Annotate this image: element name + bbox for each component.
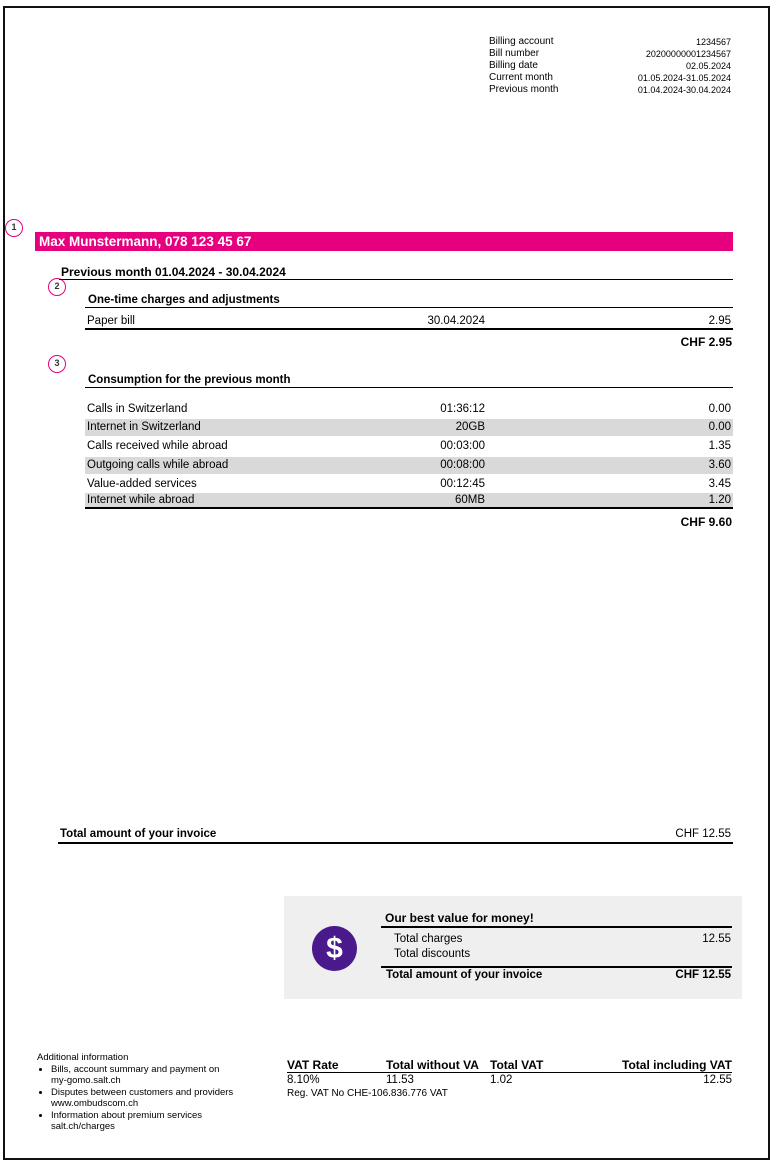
vat-total-value: 1.02 (490, 1074, 513, 1086)
list-item (51, 1064, 257, 1087)
row-label: Internet while abroad (87, 494, 195, 506)
divider (85, 328, 733, 330)
row-usage: 60MB (454, 494, 485, 506)
vat-header-row (287, 1058, 732, 1072)
row-usage: 20GB (455, 421, 485, 433)
table-row (85, 493, 733, 507)
table-row (85, 438, 733, 455)
vat-rate-header: VAT Rate (287, 1058, 339, 1072)
row-usage: 00:03:00 (440, 440, 485, 452)
info-link[interactable]: my-gomo.salt.ch (51, 1075, 121, 1086)
header-label: Bill number (489, 48, 540, 59)
info-link[interactable]: salt.ch/charges (51, 1121, 115, 1132)
onetime-total: CHF 2.95 (680, 335, 732, 349)
header-label: Billing date (489, 60, 538, 71)
vat-including-value: 12.55 (703, 1074, 732, 1086)
row-label: Value-added services (87, 478, 197, 490)
vat-including-header: Total including VAT (622, 1058, 732, 1072)
vat-total-header: Total VAT (490, 1058, 544, 1072)
row-amount: 2.95 (708, 315, 731, 327)
billing-date-row (489, 60, 731, 72)
row-usage: 01:36:12 (440, 403, 485, 415)
divider (287, 1072, 732, 1073)
divider (85, 307, 733, 308)
divider (58, 842, 733, 844)
header-label: Previous month (489, 84, 559, 95)
info-text: Bills, account summary and payment on (51, 1063, 220, 1075)
vat-without-header: Total without VA (386, 1058, 479, 1072)
total-discounts-label: Total discounts (394, 948, 471, 960)
row-label: Paper bill (87, 315, 135, 327)
header-value: 1234567 (695, 37, 731, 47)
header-label: Current month (489, 72, 553, 83)
consumption-title: Consumption for the previous month (88, 374, 291, 386)
box-total-value: CHF 12.55 (675, 969, 731, 981)
list-item (51, 1087, 257, 1110)
best-value-title: Our best value for money! (385, 911, 534, 925)
header-label: Billing account (489, 36, 554, 47)
vat-value-row (287, 1074, 732, 1088)
divider (381, 926, 732, 928)
marker-2: 2 (48, 278, 66, 296)
row-amount: 0.00 (708, 421, 731, 433)
consumption-total: CHF 9.60 (680, 515, 732, 529)
header-value: 01.05.2024-31.05.2024 (637, 73, 731, 83)
row-date: 30.04.2024 (427, 315, 485, 327)
previous-month-row (489, 84, 731, 96)
row-amount: 3.60 (708, 459, 731, 471)
invoice-total-label: Total amount of your invoice (60, 828, 217, 840)
additional-info (37, 1052, 257, 1133)
table-row (85, 457, 733, 474)
info-link[interactable]: www.ombudscom.ch (51, 1098, 139, 1109)
marker-1: 1 (5, 219, 23, 237)
table-row (85, 401, 733, 418)
divider (59, 279, 733, 280)
row-amount: 1.35 (708, 440, 731, 452)
vat-reg-number: Reg. VAT No CHE-106.836.776 VAT (287, 1088, 448, 1099)
header-value: 02.05.2024 (685, 61, 731, 71)
total-charges-label: Total charges (394, 933, 463, 945)
table-row (85, 419, 733, 436)
previous-month-title: Previous month 01.04.2024 - 30.04.2024 (61, 265, 286, 279)
box-total-label: Total amount of your invoice (386, 969, 543, 981)
row-label: Internet in Switzerland (87, 421, 201, 433)
info-text: Information about premium services (51, 1109, 203, 1121)
list-item (51, 1110, 257, 1133)
row-amount: 0.00 (708, 403, 731, 415)
divider (381, 966, 732, 968)
total-charges-value: 12.55 (702, 933, 731, 945)
row-label: Outgoing calls while abroad (87, 459, 229, 471)
row-usage: 00:12:45 (440, 478, 485, 490)
divider (85, 507, 733, 509)
onetime-title: One-time charges and adjustments (88, 294, 280, 306)
invoice-total-value: CHF 12.55 (675, 828, 731, 840)
marker-3: 3 (48, 355, 66, 373)
row-label: Calls in Switzerland (87, 403, 188, 415)
info-text: Disputes between customers and providers (51, 1086, 234, 1098)
additional-info-list (37, 1064, 257, 1133)
row-amount: 3.45 (708, 478, 731, 490)
row-usage: 00:08:00 (440, 459, 485, 471)
current-month-row (489, 72, 731, 84)
dollar-icon: $ (312, 926, 357, 971)
vat-rate-value: 8.10% (287, 1074, 320, 1086)
header-value: 20200000001234567 (645, 49, 731, 59)
row-label: Calls received while abroad (87, 440, 228, 452)
customer-name-bar: Max Munstermann, 078 123 45 67 (35, 232, 733, 251)
vat-table (287, 1058, 732, 1099)
header-value: 01.04.2024-30.04.2024 (637, 85, 731, 95)
row-amount: 1.20 (708, 494, 731, 506)
billing-account-row (489, 36, 731, 48)
best-value-box (284, 896, 742, 999)
divider (85, 387, 733, 388)
bill-number-row (489, 48, 731, 60)
vat-without-value: 11.53 (386, 1074, 414, 1086)
additional-info-title: Additional information (37, 1052, 129, 1063)
table-row (85, 314, 733, 328)
table-row (85, 476, 733, 493)
